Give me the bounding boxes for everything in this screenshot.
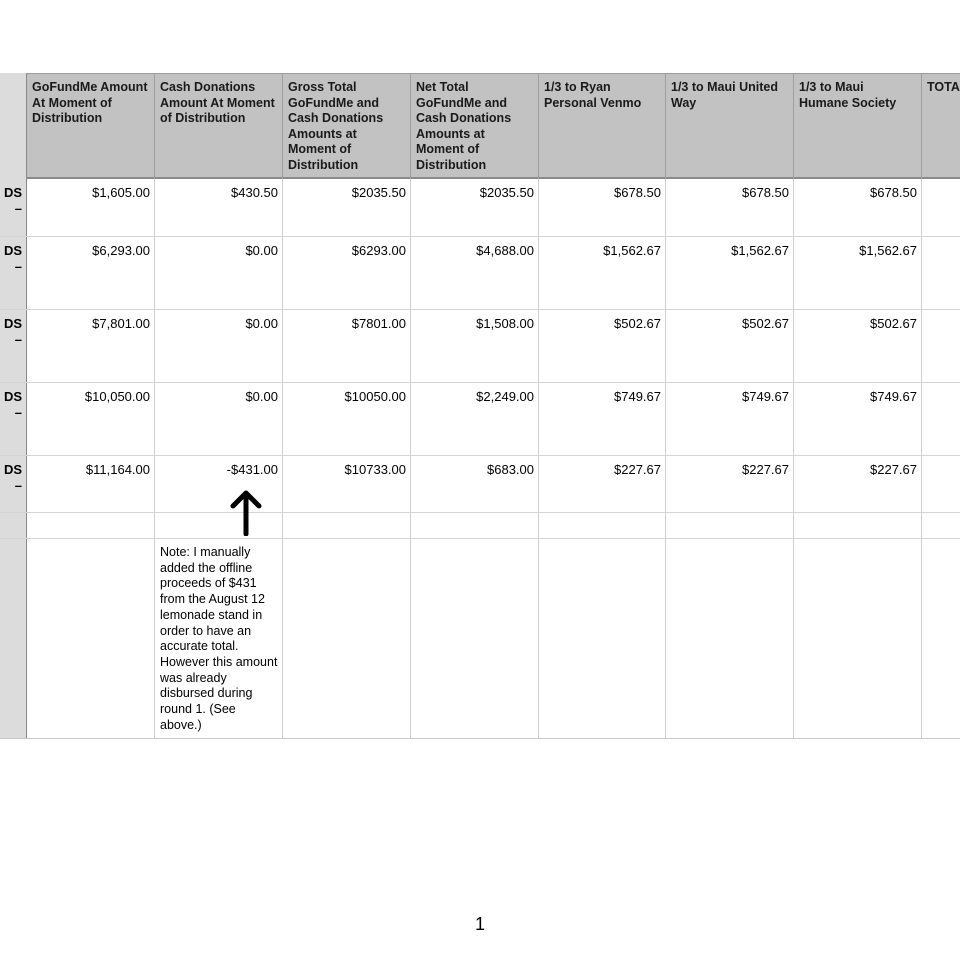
row-divider <box>0 512 960 513</box>
table-cell: $6293.00 <box>351 243 406 258</box>
up-arrow-icon <box>229 488 263 536</box>
table-cell: $0.00 <box>245 243 278 258</box>
row-divider <box>0 382 960 383</box>
table-cell: $227.67 <box>614 462 661 477</box>
table-cell: $1,605.00 <box>92 185 150 200</box>
table-cell: $227.67 <box>742 462 789 477</box>
spreadsheet-table <box>0 73 960 739</box>
table-cell: $0.00 <box>245 389 278 404</box>
table-cell: $502.67 <box>614 316 661 331</box>
row-label: DS – <box>3 185 22 216</box>
table-bottom-border <box>0 738 960 739</box>
table-cell: $683.00 <box>487 462 534 477</box>
row-label: DS – <box>3 243 22 274</box>
row-divider <box>0 236 960 237</box>
row-divider <box>0 455 960 456</box>
row-label: DS – <box>3 316 22 347</box>
header-ryan: 1/3 to Ryan Personal Venmo <box>539 73 666 179</box>
table-cell: $227.67 <box>870 462 917 477</box>
header-gross: Gross Total GoFundMe and Cash Donations Amounts at Moment of Distribution <box>283 73 411 179</box>
table-cell: $2,249.00 <box>476 389 534 404</box>
table-cell: $7,801.00 <box>92 316 150 331</box>
header-united-way: 1/3 to Maui United Way <box>666 73 794 179</box>
row-label: DS – <box>3 462 22 493</box>
table-cell: $749.67 <box>614 389 661 404</box>
table-cell: $1,562.67 <box>603 243 661 258</box>
table-cell: $7801.00 <box>351 316 406 331</box>
table-cell: $678.50 <box>614 185 661 200</box>
header-gofundme: GoFundMe Amount At Moment of Distribution <box>27 73 155 179</box>
note-text: Note: I manually added the offline proceeds of $431 from the August 12 lemonade stand in order to have an accurate total. However this amount was already disbursed during round 1. (See above.) <box>160 545 278 732</box>
row-divider <box>0 538 960 539</box>
header-total: TOTA <box>927 80 960 94</box>
table-cell: $2035.50 <box>479 185 534 200</box>
table-cell: $1,508.00 <box>476 316 534 331</box>
row-divider <box>0 309 960 310</box>
row-label: DS – <box>3 389 22 420</box>
table-cell: $4,688.00 <box>476 243 534 258</box>
header-cash: Cash Donations Amount At Moment of Distribution <box>155 73 283 179</box>
header-net: Net Total GoFundMe and Cash Donations Amounts at Moment of Distribution <box>411 73 539 179</box>
table-cell: -$431.00 <box>226 462 278 477</box>
table-cell: $502.67 <box>742 316 789 331</box>
table-cell: $10733.00 <box>344 462 406 477</box>
table-cell: $1,562.67 <box>859 243 917 258</box>
page-number: 1 <box>474 914 485 934</box>
table-cell: $11,164.00 <box>85 462 150 477</box>
table-cell: $678.50 <box>870 185 917 200</box>
header-humane-society: 1/3 to Maui Humane Society <box>794 73 922 179</box>
table-cell: $0.00 <box>245 316 278 331</box>
table-cell: $430.50 <box>231 185 278 200</box>
table-cell: $6,293.00 <box>92 243 150 258</box>
table-cell: $502.67 <box>870 316 917 331</box>
table-cell: $749.67 <box>870 389 917 404</box>
table-cell: $10050.00 <box>344 389 406 404</box>
table-cell: $10,050.00 <box>84 389 150 404</box>
table-cell: $1,562.67 <box>731 243 789 258</box>
table-cell: $2035.50 <box>351 185 406 200</box>
table-cell: $749.67 <box>742 389 789 404</box>
table-cell: $678.50 <box>742 185 789 200</box>
